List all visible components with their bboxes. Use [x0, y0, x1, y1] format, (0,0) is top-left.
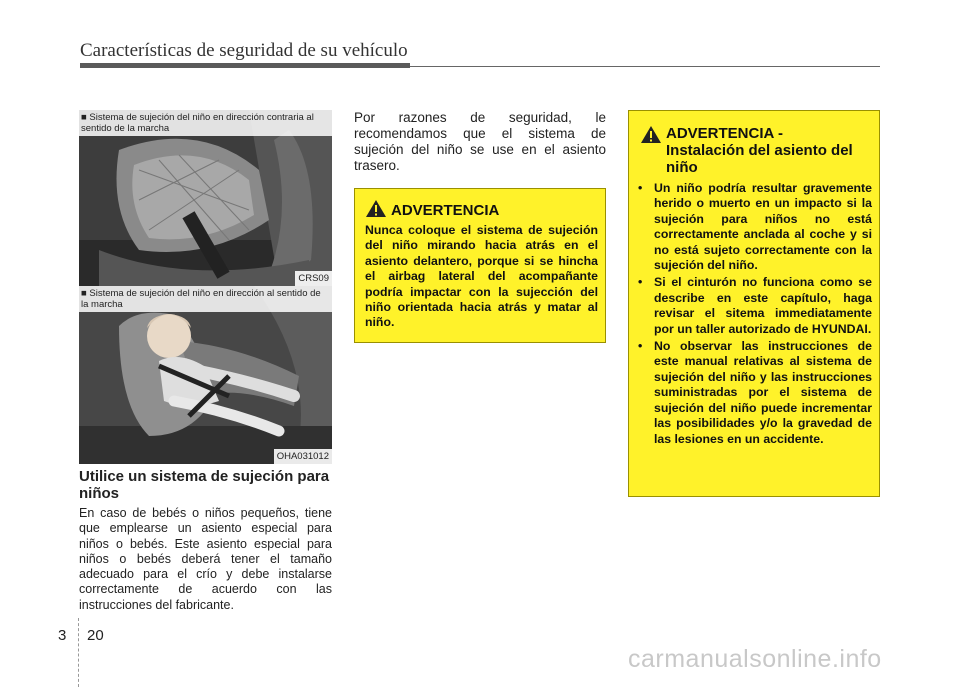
- list-item: • No observar las instrucciones de este manual relativas al sistema de sujeción del niño y las instrucciones suministradas por el sistema de sujeción del niño puede incrementar las posibilidades y/o la gravedad de las lesiones en un accidente.: [634, 339, 872, 447]
- footer-divider: [78, 618, 79, 687]
- warning-body: Nunca coloque el sistema de sujeción del niño mirando hacia atrás en el asiento delantero, porque si se hincha el airbag lateral del acompañante podría impactar con la sujección del niño orientada hacia atrás y matar al niño.: [365, 223, 598, 330]
- warning-subtitle: Instalación del asiento del niño: [666, 142, 853, 176]
- figure-rear-facing-seat: [79, 110, 332, 286]
- figure-code: OHA031012: [274, 449, 332, 464]
- warning-title-row: [365, 199, 598, 219]
- middle-paragraph: Por razones de seguridad, le recomendamos que el sistema de sujeción del niño se use en el asiento trasero.: [354, 110, 606, 173]
- page-header-title: Características de seguridad de su vehículo: [80, 40, 408, 61]
- figure-forward-facing-seat: [79, 286, 332, 464]
- section-paragraph: En caso de bebés o niños pequeños, tiene que emplearse un asiento especial para niños o bebés. Este asiento especial para niños o bebés deberá tener el tamaño adecuado para el crío y debe instalarse correctamente de acuerdo con las instrucciones del fabricante.: [79, 506, 332, 612]
- warning-title: ADVERTENCIA -: [666, 125, 783, 142]
- header-bar: [80, 63, 410, 68]
- figure-code: CRS09: [295, 271, 332, 286]
- footer-section-number: 3: [58, 627, 67, 644]
- warning-title-text: [666, 119, 872, 176]
- list-item: • Un niño podría resultar gravemente herido o muerto en un impacto si la sujeción para niños no está correctamente anclada al coche y si no está sujeto correctamente con la sujeción del niño.: [634, 181, 872, 273]
- warning-title-row: [634, 119, 872, 176]
- footer-page-number: 20: [87, 627, 104, 644]
- warning-title: ADVERTENCIA: [391, 202, 500, 219]
- rear-facing-seat-illustration: [79, 110, 332, 286]
- warning-box-seat-installation: [628, 110, 880, 497]
- warning-list: [634, 181, 872, 447]
- list-item: • Si el cinturón no funciona como se describe en este capítulo, haga revisar el sitema immediatamente por un taller autorizado de HYUNDAI.: [634, 275, 872, 337]
- forward-facing-seat-illustration: [79, 286, 332, 464]
- watermark: carmanualsonline.info: [628, 645, 882, 673]
- figure-caption: ■ Sistema de sujeción del niño en dirección al sentido de la marcha: [79, 286, 332, 312]
- warning-box-front-seat: [354, 188, 606, 343]
- warning-triangle-icon: [640, 125, 662, 144]
- section-heading: Utilice un sistema de sujeción para niños: [79, 468, 330, 502]
- figure-caption: ■ Sistema de sujeción del niño en dirección contraria al sentido de la marcha: [79, 110, 332, 136]
- header-rule: [410, 66, 880, 67]
- warning-triangle-icon: [365, 199, 387, 218]
